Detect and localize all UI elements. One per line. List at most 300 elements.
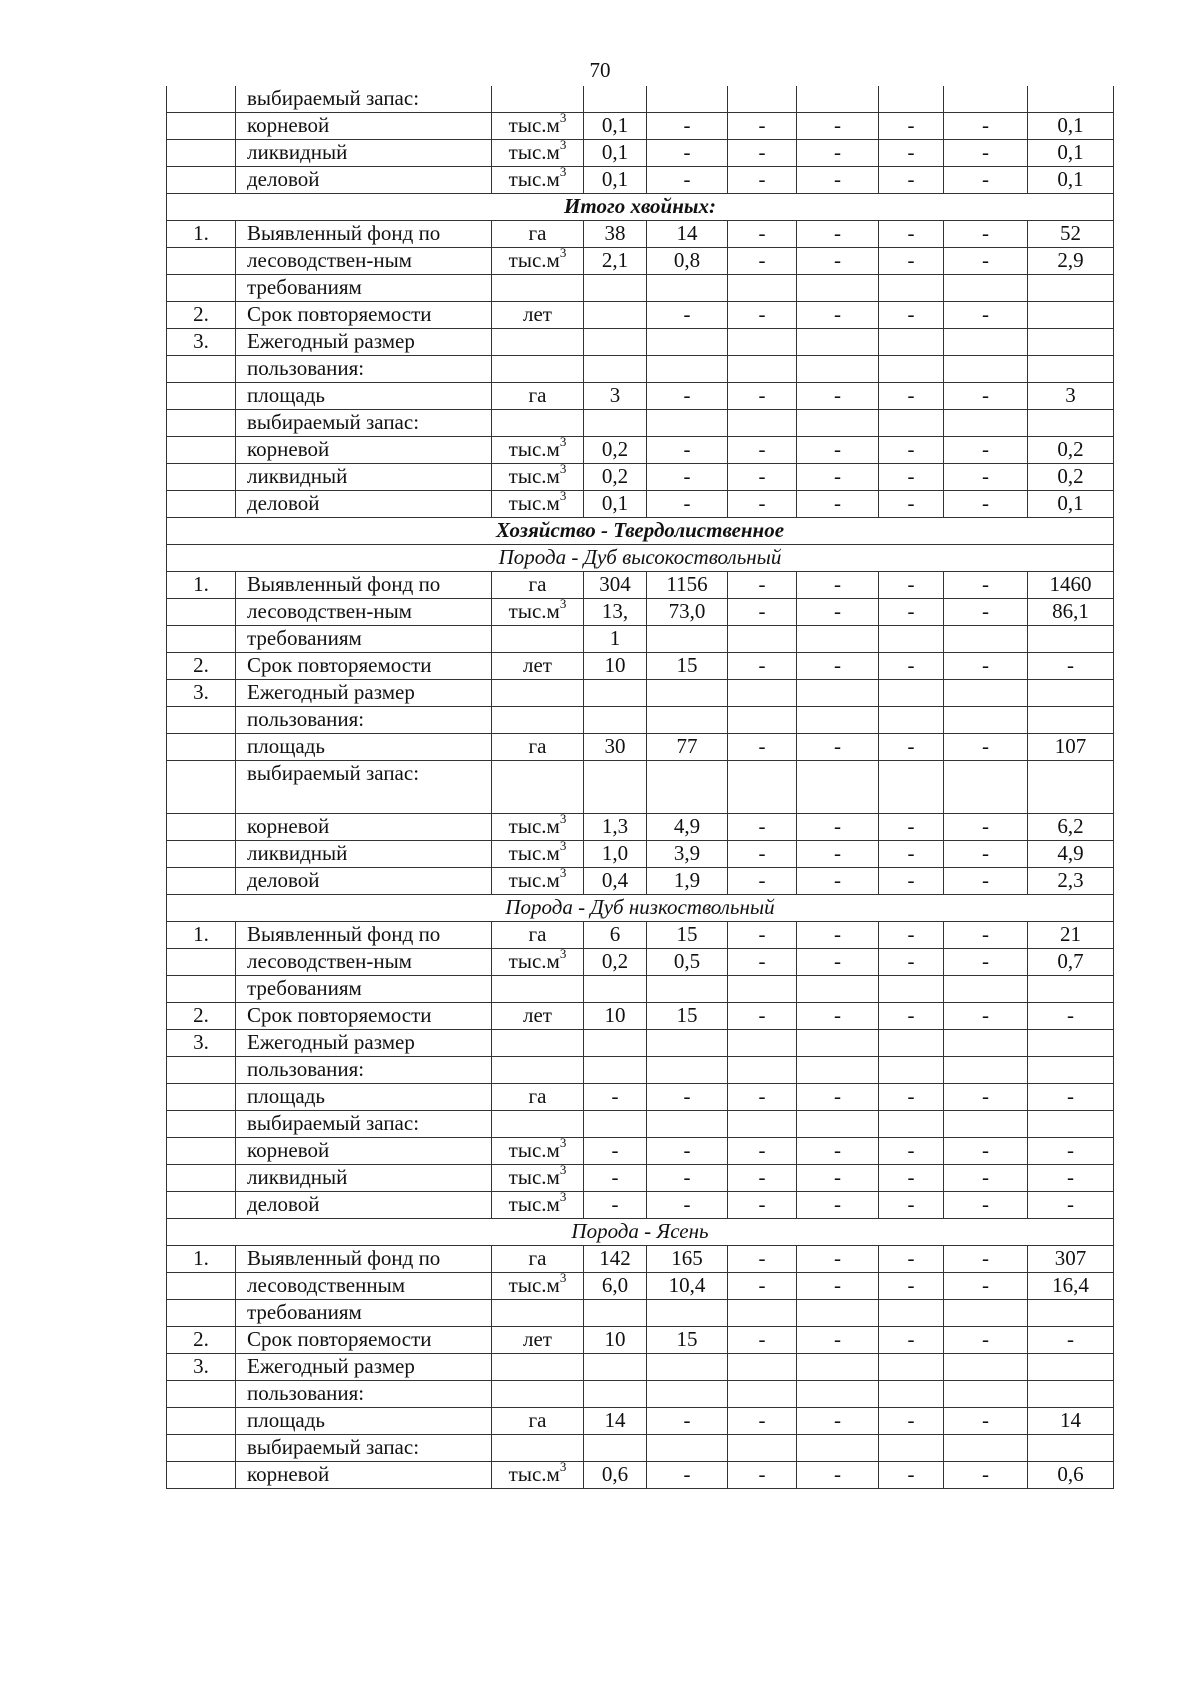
value-cell: -	[1028, 1327, 1114, 1354]
value-cell: -	[647, 1462, 728, 1489]
item-name: Срок повторяемости	[236, 653, 492, 680]
item-number	[167, 491, 236, 518]
value-cell	[728, 86, 797, 113]
value-cell	[944, 356, 1028, 383]
value-cell: -	[797, 248, 879, 275]
value-cell	[584, 1381, 647, 1408]
value-cell: -	[728, 113, 797, 140]
value-cell: -	[647, 1408, 728, 1435]
value-cell: -	[728, 1408, 797, 1435]
unit-exponent: 3	[559, 490, 567, 503]
value-cell	[647, 1057, 728, 1084]
table-row	[167, 814, 1114, 841]
value-cell: -	[728, 653, 797, 680]
value-cell: 0,8	[647, 248, 728, 275]
value-cell: -	[944, 1138, 1028, 1165]
value-cell: 0,7	[1028, 949, 1114, 976]
item-number	[167, 868, 236, 895]
value-cell: 304	[584, 572, 647, 599]
value-cell	[647, 1354, 728, 1381]
table-row	[167, 868, 1114, 895]
unit-cell	[492, 1111, 584, 1138]
value-cell	[944, 329, 1028, 356]
value-cell	[728, 1435, 797, 1462]
value-cell: -	[879, 1246, 944, 1273]
table-row	[167, 1273, 1114, 1300]
value-cell	[879, 707, 944, 734]
value-cell	[797, 1111, 879, 1138]
value-cell	[1028, 329, 1114, 356]
value-cell	[728, 329, 797, 356]
item-number	[167, 248, 236, 275]
table-row	[167, 572, 1114, 599]
item-number	[167, 437, 236, 464]
unit-exponent: 3	[559, 1137, 567, 1150]
value-cell	[647, 1111, 728, 1138]
value-cell	[647, 356, 728, 383]
value-cell: -	[879, 248, 944, 275]
value-cell	[647, 1030, 728, 1057]
table-row	[167, 599, 1114, 626]
item-number	[167, 1381, 236, 1408]
value-cell	[584, 356, 647, 383]
value-cell: -	[944, 653, 1028, 680]
value-cell	[728, 976, 797, 1003]
value-cell: -	[728, 491, 797, 518]
item-name: ликвидный	[236, 464, 492, 491]
value-cell: -	[944, 113, 1028, 140]
unit-exponent: 3	[559, 463, 567, 476]
item-number: 3.	[167, 329, 236, 356]
item-number	[167, 140, 236, 167]
value-cell	[879, 356, 944, 383]
table-row	[167, 1408, 1114, 1435]
value-cell: -	[879, 572, 944, 599]
value-cell: 0,6	[1028, 1462, 1114, 1489]
value-cell: -	[647, 437, 728, 464]
value-cell: -	[879, 113, 944, 140]
value-cell	[728, 1354, 797, 1381]
unit-cell	[492, 599, 584, 626]
value-cell: -	[728, 841, 797, 868]
item-name: Выявленный фонд по	[236, 572, 492, 599]
value-cell: -	[879, 302, 944, 329]
table-row	[167, 922, 1114, 949]
value-cell: -	[879, 868, 944, 895]
value-cell: -	[879, 841, 944, 868]
item-name: требованиям	[236, 275, 492, 302]
value-cell: -	[879, 1003, 944, 1030]
value-cell: -	[1028, 1084, 1114, 1111]
unit-base: тыс.м	[508, 1138, 560, 1162]
value-cell	[797, 976, 879, 1003]
value-cell	[797, 1030, 879, 1057]
section-heading: Порода - Ясень	[167, 1219, 1114, 1246]
value-cell	[797, 680, 879, 707]
value-cell: -	[797, 1003, 879, 1030]
unit-cell: га	[492, 572, 584, 599]
unit-cell	[492, 86, 584, 113]
unit-base: тыс.м	[508, 1192, 560, 1216]
value-cell: -	[797, 572, 879, 599]
value-cell	[879, 761, 944, 814]
unit-exponent: 3	[559, 867, 567, 880]
table-row	[167, 1003, 1114, 1030]
table-row	[167, 1165, 1114, 1192]
value-cell	[728, 410, 797, 437]
value-cell	[1028, 626, 1114, 653]
value-cell: 2,3	[1028, 868, 1114, 895]
value-cell	[647, 1381, 728, 1408]
value-cell: -	[944, 1462, 1028, 1489]
table-row	[167, 680, 1114, 707]
value-cell	[879, 275, 944, 302]
table-row	[167, 275, 1114, 302]
value-cell	[797, 761, 879, 814]
item-name: корневой	[236, 1462, 492, 1489]
item-number	[167, 976, 236, 1003]
unit-base: тыс.м	[508, 599, 560, 623]
value-cell: -	[797, 1327, 879, 1354]
value-cell: -	[797, 1246, 879, 1273]
unit-cell: га	[492, 734, 584, 761]
unit-cell	[492, 976, 584, 1003]
section-heading: Порода - Дуб высокоствольный	[167, 545, 1114, 572]
unit-cell	[492, 1354, 584, 1381]
value-cell	[944, 1354, 1028, 1381]
value-cell: 142	[584, 1246, 647, 1273]
value-cell: -	[728, 572, 797, 599]
value-cell: 3	[584, 383, 647, 410]
value-cell: -	[797, 302, 879, 329]
value-cell: -	[797, 868, 879, 895]
unit-cell	[492, 1381, 584, 1408]
unit-cell	[492, 410, 584, 437]
value-cell: -	[944, 248, 1028, 275]
item-name: ликвидный	[236, 1165, 492, 1192]
item-number	[167, 1462, 236, 1489]
page-number: 70	[589, 58, 611, 82]
value-cell: -	[728, 1246, 797, 1273]
unit-base: тыс.м	[508, 1462, 560, 1486]
unit-base: тыс.м	[508, 167, 560, 191]
value-cell	[647, 1300, 728, 1327]
value-cell	[1028, 356, 1114, 383]
value-cell: -	[879, 1138, 944, 1165]
value-cell: -	[647, 464, 728, 491]
value-cell: 77	[647, 734, 728, 761]
item-name: деловой	[236, 1192, 492, 1219]
table-row	[167, 1435, 1114, 1462]
value-cell: -	[944, 1408, 1028, 1435]
value-cell	[879, 329, 944, 356]
unit-cell	[492, 868, 584, 895]
unit-cell	[492, 491, 584, 518]
item-name: Срок повторяемости	[236, 302, 492, 329]
unit-cell	[492, 1300, 584, 1327]
table-row	[167, 167, 1114, 194]
item-name: выбираемый запас:	[236, 1435, 492, 1462]
value-cell: -	[584, 1084, 647, 1111]
value-cell: -	[797, 1084, 879, 1111]
forest-use-table	[166, 86, 1114, 1489]
value-cell	[728, 1111, 797, 1138]
value-cell	[879, 1111, 944, 1138]
value-cell	[1028, 761, 1114, 814]
value-cell: -	[944, 814, 1028, 841]
unit-base: тыс.м	[508, 1273, 560, 1297]
value-cell	[797, 329, 879, 356]
value-cell	[647, 976, 728, 1003]
value-cell	[1028, 1111, 1114, 1138]
value-cell: -	[797, 491, 879, 518]
table-row	[167, 221, 1114, 248]
value-cell: -	[797, 383, 879, 410]
value-cell: 15	[647, 1327, 728, 1354]
value-cell	[584, 707, 647, 734]
value-cell	[728, 356, 797, 383]
table-row	[167, 113, 1114, 140]
value-cell: 0,1	[1028, 167, 1114, 194]
unit-exponent: 3	[559, 1191, 567, 1204]
value-cell	[944, 1435, 1028, 1462]
item-name: деловой	[236, 868, 492, 895]
unit-exponent: 3	[559, 166, 567, 179]
value-cell	[879, 410, 944, 437]
item-number	[167, 1435, 236, 1462]
value-cell	[1028, 1300, 1114, 1327]
value-cell: 6	[584, 922, 647, 949]
value-cell	[584, 1354, 647, 1381]
table-row	[167, 707, 1114, 734]
value-cell: -	[728, 464, 797, 491]
value-cell: 6,0	[584, 1273, 647, 1300]
item-number	[167, 626, 236, 653]
value-cell	[1028, 1354, 1114, 1381]
unit-exponent: 3	[559, 247, 567, 260]
value-cell: -	[797, 464, 879, 491]
item-name: пользования:	[236, 707, 492, 734]
value-cell	[797, 356, 879, 383]
item-name: выбираемый запас:	[236, 1111, 492, 1138]
item-name: площадь	[236, 1408, 492, 1435]
item-name: выбираемый запас:	[236, 761, 492, 814]
value-cell	[879, 680, 944, 707]
table-row	[167, 1111, 1114, 1138]
section-row	[167, 1219, 1114, 1246]
table-row	[167, 1138, 1114, 1165]
value-cell: -	[944, 1003, 1028, 1030]
value-cell: -	[944, 1273, 1028, 1300]
value-cell: -	[879, 1165, 944, 1192]
table-row	[167, 1057, 1114, 1084]
item-name: Ежегодный размер	[236, 680, 492, 707]
table-row	[167, 761, 1114, 814]
value-cell	[944, 1030, 1028, 1057]
item-name: лесоводственным	[236, 1273, 492, 1300]
item-number	[167, 734, 236, 761]
value-cell: 38	[584, 221, 647, 248]
value-cell: 73,0	[647, 599, 728, 626]
value-cell	[944, 626, 1028, 653]
item-number: 3.	[167, 1354, 236, 1381]
value-cell: -	[944, 599, 1028, 626]
section-row	[167, 194, 1114, 221]
item-number	[167, 275, 236, 302]
value-cell: -	[944, 491, 1028, 518]
value-cell: -	[944, 383, 1028, 410]
value-cell	[584, 410, 647, 437]
unit-base: тыс.м	[508, 1165, 560, 1189]
value-cell: 1,0	[584, 841, 647, 868]
unit-exponent: 3	[559, 436, 567, 449]
value-cell	[944, 1381, 1028, 1408]
value-cell: -	[647, 302, 728, 329]
item-name: требованиям	[236, 626, 492, 653]
unit-base: тыс.м	[508, 814, 560, 838]
table-row	[167, 1246, 1114, 1273]
value-cell	[879, 1435, 944, 1462]
value-cell: -	[728, 599, 797, 626]
table-body	[167, 86, 1114, 1489]
value-cell: -	[944, 464, 1028, 491]
value-cell: -	[879, 814, 944, 841]
unit-exponent: 3	[559, 948, 567, 961]
value-cell: 0,2	[584, 949, 647, 976]
value-cell: -	[728, 734, 797, 761]
table-row	[167, 1327, 1114, 1354]
value-cell: -	[728, 868, 797, 895]
item-name: требованиям	[236, 1300, 492, 1327]
value-cell	[1028, 707, 1114, 734]
value-cell: -	[797, 1138, 879, 1165]
item-number	[167, 761, 236, 814]
value-cell: -	[728, 1462, 797, 1489]
item-number: 2.	[167, 302, 236, 329]
unit-base: тыс.м	[508, 140, 560, 164]
item-number	[167, 1408, 236, 1435]
table-row	[167, 302, 1114, 329]
value-cell	[647, 329, 728, 356]
value-cell: -	[728, 140, 797, 167]
value-cell	[797, 626, 879, 653]
value-cell: 0,2	[584, 464, 647, 491]
item-number	[167, 356, 236, 383]
value-cell	[1028, 1435, 1114, 1462]
item-name: Ежегодный размер	[236, 329, 492, 356]
table-row	[167, 86, 1114, 113]
unit-cell: га	[492, 922, 584, 949]
item-name: требованиям	[236, 976, 492, 1003]
value-cell: -	[1028, 1003, 1114, 1030]
table-row	[167, 356, 1114, 383]
unit-base: тыс.м	[508, 464, 560, 488]
value-cell	[944, 86, 1028, 113]
table-row	[167, 1300, 1114, 1327]
item-name: лесоводствен-ным	[236, 599, 492, 626]
value-cell	[879, 1030, 944, 1057]
value-cell: 0,1	[584, 140, 647, 167]
item-name: ликвидный	[236, 140, 492, 167]
value-cell: 1,9	[647, 868, 728, 895]
value-cell	[944, 761, 1028, 814]
value-cell	[797, 275, 879, 302]
value-cell: -	[879, 1327, 944, 1354]
value-cell: -	[584, 1192, 647, 1219]
value-cell: -	[944, 302, 1028, 329]
value-cell: 0,1	[584, 113, 647, 140]
value-cell	[944, 976, 1028, 1003]
value-cell	[879, 86, 944, 113]
item-name: лесоводствен-ным	[236, 248, 492, 275]
table-row	[167, 976, 1114, 1003]
value-cell	[797, 410, 879, 437]
unit-exponent: 3	[559, 1164, 567, 1177]
value-cell	[944, 410, 1028, 437]
section-heading: Итого хвойных:	[167, 194, 1114, 221]
value-cell	[879, 1300, 944, 1327]
table-row	[167, 491, 1114, 518]
unit-cell	[492, 707, 584, 734]
value-cell: -	[879, 1192, 944, 1219]
unit-base: тыс.м	[508, 113, 560, 137]
value-cell: -	[797, 949, 879, 976]
item-name: корневой	[236, 113, 492, 140]
unit-cell	[492, 113, 584, 140]
value-cell	[1028, 1030, 1114, 1057]
value-cell: -	[728, 167, 797, 194]
value-cell	[1028, 1381, 1114, 1408]
unit-cell	[492, 140, 584, 167]
value-cell: -	[944, 868, 1028, 895]
value-cell: 1,3	[584, 814, 647, 841]
item-name: Ежегодный размер	[236, 1354, 492, 1381]
unit-cell	[492, 626, 584, 653]
value-cell	[1028, 86, 1114, 113]
value-cell	[584, 976, 647, 1003]
value-cell: -	[728, 1273, 797, 1300]
item-name: выбираемый запас:	[236, 86, 492, 113]
table-row	[167, 1192, 1114, 1219]
table-row	[167, 626, 1114, 653]
value-cell: -	[944, 437, 1028, 464]
item-number	[167, 1165, 236, 1192]
unit-cell	[492, 814, 584, 841]
value-cell: -	[647, 383, 728, 410]
value-cell: -	[944, 572, 1028, 599]
value-cell	[728, 707, 797, 734]
unit-base: тыс.м	[508, 949, 560, 973]
value-cell: -	[728, 221, 797, 248]
value-cell	[879, 1057, 944, 1084]
unit-exponent: 3	[559, 598, 567, 611]
value-cell: -	[879, 464, 944, 491]
item-number: 1.	[167, 572, 236, 599]
value-cell: -	[944, 922, 1028, 949]
value-cell: 165	[647, 1246, 728, 1273]
unit-cell	[492, 1435, 584, 1462]
value-cell	[584, 86, 647, 113]
section-row	[167, 545, 1114, 572]
value-cell: 13,	[584, 599, 647, 626]
value-cell: -	[647, 140, 728, 167]
value-cell: -	[944, 1327, 1028, 1354]
unit-cell: лет	[492, 1003, 584, 1030]
value-cell	[728, 1057, 797, 1084]
value-cell: 0,2	[1028, 437, 1114, 464]
value-cell: 1156	[647, 572, 728, 599]
unit-cell	[492, 1030, 584, 1057]
